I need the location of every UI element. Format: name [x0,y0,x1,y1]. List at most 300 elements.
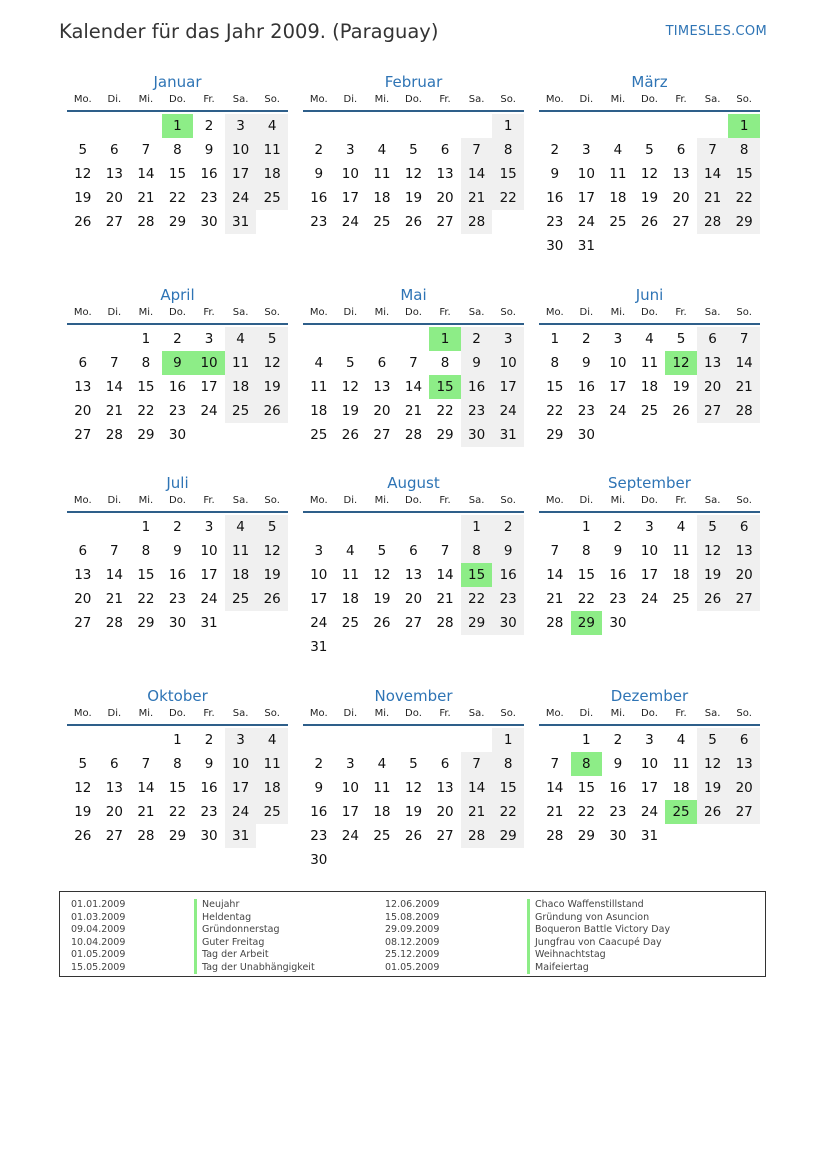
day-cell: 21 [546,591,564,607]
day-cell: 27 [404,615,423,631]
day-grid [67,728,288,848]
weekday-label: Di. [343,307,358,318]
weekday-label: Sa. [704,94,721,105]
day-cell: 31 [492,423,524,447]
day-cell: 8 [141,543,151,559]
holiday-name: Chaco Waffenstillstand [527,899,670,912]
day-cell: 9 [461,351,493,375]
month-september [539,472,760,685]
weekday-label: Fr. [675,307,687,318]
day-cell: 7 [550,756,560,772]
day-cell: 2 [314,756,324,772]
day-cell: 21 [436,591,454,607]
holiday-name: Guter Freitag [194,937,315,950]
day-cell: 3 [346,142,355,158]
day-cell: 15 [728,162,760,186]
month-title: August [387,474,440,492]
day-cell: 24 [609,403,627,419]
weekday-label: Do. [405,495,422,506]
weekday-label: Mo. [545,495,564,506]
day-cell: 26 [404,828,423,844]
month-title: Januar [153,73,202,91]
weekday-label: Fr. [203,94,215,105]
day-cell: 23 [492,587,524,611]
day-cell: 31 [225,824,257,848]
weekday-label: Fr. [439,708,451,719]
weekday-label: Fr. [675,495,687,506]
day-cell: 31 [200,615,218,631]
day-cell: 16 [609,780,627,796]
day-cell: 6 [440,142,450,158]
day-cell: 12 [256,351,288,375]
weekday-label: Di. [107,495,122,506]
empty-cell [366,515,398,539]
day-cell: 22 [168,804,187,820]
day-cell: 11 [609,166,627,182]
day-cell: 7 [440,543,450,559]
day-cell: 2 [204,118,214,134]
day-cell: 9 [613,756,623,772]
holiday-day: 1 [728,114,760,138]
weekday-label: Sa. [468,94,485,105]
weekday-label: Do. [641,708,658,719]
day-cell: 2 [204,732,214,748]
day-cell: 1 [550,331,560,347]
holiday-name: Tag der Unabhängigkeit [194,962,315,975]
weekday-label: Fr. [439,94,451,105]
day-cell: 10 [640,543,659,559]
day-cell: 5 [377,543,387,559]
weekday-label: Mo. [73,708,92,719]
day-cell: 8 [492,752,524,776]
day-cell: 9 [582,355,591,371]
holiday-day: 25 [665,800,697,824]
day-cell: 26 [697,800,729,824]
day-cell: 11 [672,543,690,559]
day-cell: 20 [105,804,123,820]
holiday-day: 15 [429,375,461,399]
day-cell: 18 [672,780,690,796]
day-cell: 25 [225,587,257,611]
day-cell: 13 [728,539,760,563]
day-cell: 21 [461,800,493,824]
weekday-label: Di. [107,307,122,318]
weekday-label: Di. [343,495,358,506]
weekday-label: Do. [169,94,186,105]
day-cell: 25 [341,615,359,631]
day-cell: 23 [546,214,564,230]
empty-cell [99,114,131,138]
day-cell: 6 [377,355,387,371]
holiday-column [385,899,439,974]
empty-cell [303,114,335,138]
weekday-header [303,495,524,513]
day-cell: 1 [492,114,524,138]
day-cell: 5 [346,355,355,371]
day-cell: 19 [74,804,92,820]
weekday-label: Do. [405,94,422,105]
empty-cell [398,515,430,539]
weekday-label: So. [736,495,752,506]
day-cell: 2 [550,142,560,158]
day-cell: 29 [461,611,493,635]
day-cell: 27 [672,214,690,230]
weekday-label: Mi. [374,94,390,105]
day-cell: 19 [672,379,690,395]
weekday-label: So. [736,708,752,719]
site-link[interactable]: TIMESLES.COM [665,24,767,39]
holiday-day: 9 [162,351,194,375]
day-cell: 21 [728,375,760,399]
day-cell: 9 [314,780,324,796]
day-grid [67,515,288,635]
day-cell: 22 [546,403,564,419]
holiday-day: 10 [193,351,225,375]
day-cell: 17 [492,375,524,399]
day-cell: 11 [225,351,257,375]
day-cell: 6 [728,728,760,752]
weekday-label: Sa. [232,307,249,318]
day-cell: 21 [404,403,423,419]
weekday-label: So. [500,94,516,105]
day-cell: 30 [200,214,218,230]
day-cell: 1 [582,519,591,535]
weekday-label: Di. [579,495,594,506]
day-cell: 11 [310,379,328,395]
day-cell: 18 [310,403,328,419]
day-cell: 7 [110,543,119,559]
weekday-label: So. [736,94,752,105]
day-cell: 26 [74,214,92,230]
day-cell: 20 [74,591,92,607]
day-cell: 24 [200,403,218,419]
day-cell: 30 [461,423,493,447]
weekday-label: Di. [107,94,122,105]
day-cell: 10 [200,543,218,559]
day-cell: 1 [492,728,524,752]
day-cell: 10 [225,138,257,162]
day-grid [303,515,524,659]
weekday-label: So. [264,94,280,105]
weekday-label: Mi. [374,495,390,506]
day-cell: 5 [697,515,729,539]
day-cell: 21 [546,804,564,820]
holiday-day: 29 [571,611,603,635]
day-cell: 3 [225,728,257,752]
day-cell: 15 [168,166,187,182]
day-grid [539,114,760,258]
weekday-label: Mo. [309,94,328,105]
day-cell: 11 [373,166,391,182]
day-cell: 11 [373,780,391,796]
day-cell: 21 [105,591,123,607]
day-cell: 5 [697,728,729,752]
day-cell: 16 [577,379,595,395]
day-cell: 16 [609,567,627,583]
day-cell: 7 [697,138,729,162]
day-cell: 13 [728,752,760,776]
day-cell: 10 [609,355,627,371]
day-cell: 9 [314,166,324,182]
day-cell: 26 [640,214,659,230]
weekday-header [539,708,760,726]
day-cell: 5 [78,142,88,158]
day-cell: 9 [204,756,214,772]
day-cell: 27 [436,828,454,844]
day-cell: 3 [645,519,654,535]
day-cell: 14 [137,166,155,182]
empty-cell [99,327,131,351]
day-cell: 8 [440,355,450,371]
weekday-label: So. [736,307,752,318]
day-cell: 3 [645,732,654,748]
holiday-name: Weihnachtstag [527,949,670,962]
weekday-label: Mi. [610,307,626,318]
day-cell: 20 [436,804,454,820]
day-cell: 8 [461,539,493,563]
empty-cell [539,114,571,138]
weekday-label: Do. [169,495,186,506]
day-cell: 16 [492,563,524,587]
weekday-label: Di. [579,708,594,719]
month-title: November [374,687,453,705]
weekday-label: Sa. [468,708,485,719]
day-cell: 22 [436,403,454,419]
month-title: April [160,286,195,304]
day-cell: 3 [204,331,214,347]
day-cell: 14 [436,567,454,583]
day-cell: 28 [461,824,493,848]
weekday-label: Mo. [309,307,328,318]
day-cell: 28 [697,210,729,234]
empty-cell [335,728,367,752]
empty-cell [697,114,729,138]
day-cell: 6 [110,142,119,158]
day-cell: 25 [373,828,391,844]
day-cell: 28 [137,828,155,844]
day-cell: 7 [141,142,151,158]
day-cell: 3 [204,519,214,535]
day-cell: 15 [577,567,595,583]
weekday-label: Mi. [610,495,626,506]
day-cell: 21 [697,186,729,210]
day-cell: 27 [105,828,123,844]
day-cell: 24 [341,828,359,844]
empty-cell [99,515,131,539]
day-cell: 18 [225,375,257,399]
day-cell: 22 [492,800,524,824]
empty-cell [67,327,99,351]
holiday-date: 01.05.2009 [385,961,440,973]
day-cell: 12 [74,166,92,182]
month-august [303,472,524,685]
month-title: Mai [400,286,427,304]
empty-cell [130,114,162,138]
day-cell: 4 [314,355,324,371]
day-cell: 5 [256,515,288,539]
weekday-label: So. [500,708,516,719]
day-cell: 27 [373,427,391,443]
empty-cell [303,515,335,539]
day-cell: 25 [373,214,391,230]
day-cell: 28 [728,399,760,423]
day-cell: 27 [728,587,760,611]
day-grid [539,728,760,848]
day-cell: 6 [697,327,729,351]
day-cell: 2 [314,142,324,158]
day-cell: 16 [200,780,218,796]
weekday-label: Sa. [232,495,249,506]
day-cell: 14 [105,567,123,583]
day-cell: 17 [225,776,257,800]
weekday-label: Mo. [73,94,92,105]
day-cell: 24 [310,615,328,631]
day-cell: 6 [409,543,418,559]
empty-cell [335,114,367,138]
day-cell: 23 [200,804,218,820]
day-cell: 24 [640,591,659,607]
day-cell: 13 [436,166,454,182]
holiday-date: 01.03.2009 [71,911,126,923]
weekday-label: Do. [405,307,422,318]
day-cell: 25 [256,186,288,210]
weekday-label: So. [264,307,280,318]
day-cell: 30 [200,828,218,844]
month-oktober [67,685,288,898]
day-cell: 23 [310,214,328,230]
day-cell: 5 [409,142,418,158]
weekday-label: Do. [169,708,186,719]
day-cell: 25 [609,214,627,230]
holiday-date: 29.09.2009 [385,924,440,935]
day-cell: 19 [697,563,729,587]
day-cell: 13 [672,166,690,182]
day-cell: 2 [582,331,591,347]
weekday-header [539,94,760,112]
weekday-label: Do. [405,708,422,719]
day-cell: 11 [256,138,288,162]
day-cell: 10 [341,780,359,796]
day-cell: 31 [225,210,257,234]
day-cell: 10 [640,756,659,772]
empty-cell [67,515,99,539]
day-cell: 20 [404,591,423,607]
day-cell: 6 [440,756,450,772]
day-cell: 1 [173,732,182,748]
day-cell: 3 [346,756,355,772]
day-cell: 8 [173,756,182,772]
day-cell: 24 [640,804,659,820]
day-cell: 20 [697,375,729,399]
weekday-label: Sa. [704,307,721,318]
day-cell: 3 [314,543,324,559]
day-cell: 15 [546,379,564,395]
day-cell: 23 [577,403,595,419]
day-cell: 3 [492,327,524,351]
day-cell: 24 [200,591,218,607]
day-cell: 27 [74,427,92,443]
day-cell: 16 [200,166,218,182]
day-cell: 26 [404,214,423,230]
day-cell: 4 [225,327,257,351]
weekday-label: Di. [343,94,358,105]
day-cell: 17 [200,379,218,395]
weekday-label: Sa. [704,708,721,719]
weekday-label: So. [264,495,280,506]
empty-cell [303,327,335,351]
day-cell: 24 [225,800,257,824]
month-title: September [608,474,691,492]
weekday-label: Mo. [545,307,564,318]
day-cell: 23 [168,591,187,607]
empty-cell [67,728,99,752]
page-title: Kalender für das Jahr 2009. (Paraguay) [59,20,439,43]
weekday-label: Mo. [309,495,328,506]
day-cell: 6 [110,756,119,772]
day-cell: 30 [168,615,187,631]
day-cell: 28 [137,214,155,230]
weekday-label: Di. [579,94,594,105]
day-cell: 30 [310,852,328,868]
day-cell: 6 [728,515,760,539]
day-cell: 9 [204,142,214,158]
month-title: März [631,73,668,91]
day-cell: 5 [645,142,654,158]
day-cell: 16 [546,190,564,206]
weekday-label: Fr. [439,307,451,318]
empty-cell [130,728,162,752]
weekday-header [67,307,288,325]
day-cell: 7 [550,543,560,559]
day-cell: 14 [728,351,760,375]
day-cell: 18 [672,567,690,583]
day-cell: 23 [609,591,627,607]
day-cell: 19 [256,375,288,399]
day-cell: 13 [404,567,423,583]
day-cell: 23 [461,399,493,423]
day-cell: 30 [577,427,595,443]
month-title: Dezember [610,687,689,705]
day-cell: 27 [728,800,760,824]
holiday-date: 01.01.2009 [71,899,126,910]
day-cell: 4 [256,728,288,752]
weekday-label: Fr. [203,495,215,506]
holiday-date: 25.12.2009 [385,949,440,960]
holiday-day: 1 [162,114,194,138]
weekday-label: Mi. [610,94,626,105]
day-cell: 13 [74,379,92,395]
day-cell: 29 [728,210,760,234]
day-cell: 16 [310,804,328,820]
holiday-column [71,899,125,974]
day-cell: 23 [609,804,627,820]
day-cell: 23 [168,403,187,419]
day-cell: 20 [672,190,690,206]
day-cell: 30 [492,611,524,635]
weekday-label: Mo. [73,307,92,318]
day-cell: 9 [613,543,623,559]
day-cell: 31 [310,639,328,655]
day-cell: 22 [137,403,155,419]
empty-cell [665,114,697,138]
day-cell: 13 [436,780,454,796]
day-cell: 20 [74,403,92,419]
empty-cell [634,114,666,138]
day-cell: 27 [74,615,92,631]
empty-cell [539,728,571,752]
weekday-label: Sa. [468,307,485,318]
weekday-label: Mo. [309,708,328,719]
